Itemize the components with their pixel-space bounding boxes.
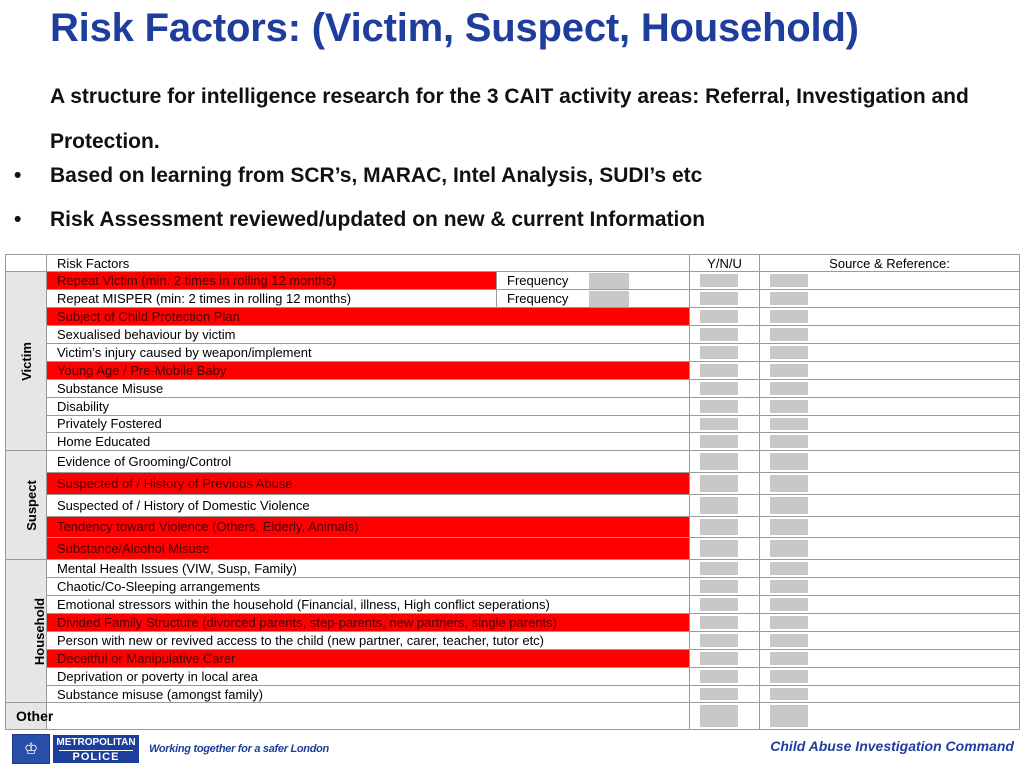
yn-input[interactable] xyxy=(700,652,738,665)
yn-input[interactable] xyxy=(700,497,738,514)
bullet-text: Based on learning from SCR’s, MARAC, Intel Analysis, SUDI’s etc xyxy=(50,164,703,187)
source-input[interactable] xyxy=(770,364,808,377)
risk-factor-text: Repeat Victim (min. 2 times in rolling 12 months) xyxy=(47,272,497,290)
yn-cell xyxy=(690,379,760,397)
yn-input[interactable] xyxy=(700,453,738,470)
bullet-icon: • xyxy=(14,208,22,231)
table-row xyxy=(6,272,1020,290)
risk-factor-text: Evidence of Grooming/Control xyxy=(47,451,690,473)
source-input[interactable] xyxy=(770,346,808,359)
section-label-text: Household xyxy=(32,597,48,665)
risk-factor-text: Repeat MISPER (min: 2 times in rolling 12 months) xyxy=(47,290,497,308)
risk-factor-text: Substance/Alcohol Misuse xyxy=(47,538,690,560)
frequency-cell xyxy=(497,272,690,290)
yn-input[interactable] xyxy=(700,705,738,727)
source-cell xyxy=(760,325,1020,343)
table-row xyxy=(6,494,1020,516)
risk-factor-text: Deceitful or Manipulative Carer xyxy=(47,649,690,667)
yn-input[interactable] xyxy=(700,634,738,647)
table-row xyxy=(6,451,1020,473)
source-input[interactable] xyxy=(770,475,808,492)
bullet-item xyxy=(14,164,702,188)
table-row xyxy=(6,415,1020,433)
logo-line-2: POLICE xyxy=(59,750,133,764)
source-cell xyxy=(760,631,1020,649)
table-row xyxy=(6,685,1020,703)
source-input[interactable] xyxy=(770,453,808,470)
section-label-victim xyxy=(6,272,47,451)
table-row xyxy=(6,361,1020,379)
frequency-cell xyxy=(497,290,690,308)
risk-factor-text: Suspected of / History of Previous Abuse xyxy=(47,473,690,495)
yn-cell xyxy=(690,649,760,667)
header-yn: Y/N/U xyxy=(690,255,760,272)
table-row-other xyxy=(6,703,1020,730)
logo-line-1: METROPOLITAN xyxy=(56,737,136,748)
yn-input[interactable] xyxy=(700,418,738,431)
risk-factor-text: Person with new or revived access to the child (new partner, carer, teacher, tutor etc) xyxy=(47,631,690,649)
table-row xyxy=(6,325,1020,343)
risk-factor-text: Mental Health Issues (VIW, Susp, Family) xyxy=(47,560,690,578)
table-row xyxy=(6,649,1020,667)
source-cell xyxy=(760,494,1020,516)
crest-icon: ♔ xyxy=(12,734,50,764)
section-label-suspect xyxy=(6,451,47,560)
yn-cell xyxy=(690,595,760,613)
bullet-icon: • xyxy=(14,164,22,187)
table-row xyxy=(6,290,1020,308)
risk-factor-text: Home Educated xyxy=(47,433,690,451)
section-label-text: Victim xyxy=(18,341,34,381)
source-cell xyxy=(760,307,1020,325)
yn-cell xyxy=(690,343,760,361)
source-input[interactable] xyxy=(770,400,808,413)
source-cell xyxy=(760,473,1020,495)
risk-factor-text: Disability xyxy=(47,397,690,415)
risk-factor-text: Privately Fostered xyxy=(47,415,690,433)
source-input[interactable] xyxy=(770,497,808,514)
risk-factor-text: Suspected of / History of Domestic Violence xyxy=(47,494,690,516)
header-risk-factors: Risk Factors xyxy=(47,255,690,272)
yn-cell xyxy=(690,397,760,415)
yn-input[interactable] xyxy=(700,580,738,593)
section-label-household xyxy=(6,560,47,703)
source-cell xyxy=(760,379,1020,397)
source-cell xyxy=(760,343,1020,361)
source-input[interactable] xyxy=(770,310,808,323)
yn-input[interactable] xyxy=(700,688,738,701)
yn-input[interactable] xyxy=(700,364,738,377)
yn-cell xyxy=(690,473,760,495)
yn-input[interactable] xyxy=(700,598,738,611)
yn-input[interactable] xyxy=(700,562,738,575)
table-row xyxy=(6,433,1020,451)
frequency-label: Frequency xyxy=(507,273,569,289)
table-header-row xyxy=(6,255,1020,272)
source-input[interactable] xyxy=(770,519,808,536)
yn-input[interactable] xyxy=(700,292,738,305)
source-input[interactable] xyxy=(770,382,808,395)
yn-input[interactable] xyxy=(700,382,738,395)
yn-input[interactable] xyxy=(700,540,738,557)
source-input[interactable] xyxy=(770,634,808,647)
risk-factor-text: Young Age / Pre-Mobile Baby xyxy=(47,361,690,379)
source-cell xyxy=(760,361,1020,379)
frequency-input[interactable] xyxy=(589,273,629,289)
yn-input[interactable] xyxy=(700,616,738,629)
frequency-label: Frequency xyxy=(507,291,569,306)
bullet-text: Risk Assessment reviewed/updated on new & current Information xyxy=(50,208,706,231)
source-cell xyxy=(760,538,1020,560)
table-row xyxy=(6,631,1020,649)
yn-cell xyxy=(690,307,760,325)
yn-cell xyxy=(690,685,760,703)
risk-factor-text: Subject of Child Protection Plan xyxy=(47,307,690,325)
table-row xyxy=(6,613,1020,631)
source-input[interactable] xyxy=(770,540,808,557)
source-cell xyxy=(760,433,1020,451)
yn-cell xyxy=(690,290,760,308)
met-police-logo xyxy=(12,734,329,764)
table-row xyxy=(6,379,1020,397)
slide-title: Risk Factors: (Victim, Suspect, Household) xyxy=(50,6,859,50)
source-cell xyxy=(760,415,1020,433)
yn-cell xyxy=(690,538,760,560)
source-input[interactable] xyxy=(770,616,808,629)
table-row xyxy=(6,307,1020,325)
source-cell xyxy=(760,595,1020,613)
yn-cell xyxy=(690,433,760,451)
yn-input[interactable] xyxy=(700,519,738,536)
yn-cell xyxy=(690,516,760,538)
source-input[interactable] xyxy=(770,705,808,727)
risk-factor-text: Sexualised behaviour by victim xyxy=(47,325,690,343)
table-row xyxy=(6,560,1020,578)
logo-text-block xyxy=(53,735,139,763)
bullet-item xyxy=(14,208,705,232)
risk-factor-text: Emotional stressors within the household (Financial, illness, High conflict seperations) xyxy=(47,595,690,613)
source-cell xyxy=(760,667,1020,685)
yn-input[interactable] xyxy=(700,328,738,341)
source-cell xyxy=(760,578,1020,596)
yn-cell xyxy=(690,703,760,730)
source-input[interactable] xyxy=(770,652,808,665)
intro-text: A structure for intelligence research for the 3 CAIT activity areas: Referral, Investigation and Protection. xyxy=(50,85,969,153)
risk-factor-text: Divided Family Structure (divorced parents, step-parents, new partners, single parents) xyxy=(47,613,690,631)
source-input[interactable] xyxy=(770,418,808,431)
yn-cell xyxy=(690,451,760,473)
yn-input[interactable] xyxy=(700,475,738,492)
yn-cell xyxy=(690,494,760,516)
source-input[interactable] xyxy=(770,435,808,448)
source-cell xyxy=(760,397,1020,415)
table-row xyxy=(6,473,1020,495)
footer-command: Child Abuse Investigation Command xyxy=(770,738,1014,754)
table-row xyxy=(6,595,1020,613)
risk-factor-text: Chaotic/Co-Sleeping arrangements xyxy=(47,578,690,596)
yn-input[interactable] xyxy=(700,400,738,413)
yn-input[interactable] xyxy=(700,274,738,287)
table-row xyxy=(6,538,1020,560)
header-source: Source & Reference: xyxy=(760,255,1020,272)
source-input[interactable] xyxy=(770,274,808,287)
table-row xyxy=(6,667,1020,685)
yn-input[interactable] xyxy=(700,310,738,323)
risk-factors-table xyxy=(5,254,1020,730)
source-cell xyxy=(760,649,1020,667)
source-input[interactable] xyxy=(770,562,808,575)
risk-factor-text: Substance Misuse xyxy=(47,379,690,397)
footer-tagline: Working together for a safer London xyxy=(149,743,329,755)
source-cell xyxy=(760,613,1020,631)
section-label-text: Suspect xyxy=(23,479,39,531)
table-row xyxy=(6,397,1020,415)
yn-cell xyxy=(690,272,760,290)
risk-factor-text: Tendency toward Violence (Others, Elderly, Animals) xyxy=(47,516,690,538)
source-cell xyxy=(760,451,1020,473)
frequency-input[interactable] xyxy=(589,291,629,307)
source-input[interactable] xyxy=(770,670,808,683)
yn-cell xyxy=(690,560,760,578)
risk-factor-text: Victim’s injury caused by weapon/implement xyxy=(47,343,690,361)
yn-cell xyxy=(690,325,760,343)
other-label: Other xyxy=(6,703,47,730)
yn-cell xyxy=(690,415,760,433)
yn-input[interactable] xyxy=(700,435,738,448)
yn-cell xyxy=(690,578,760,596)
risk-factor-text: Substance misuse (amongst family) xyxy=(47,685,690,703)
yn-cell xyxy=(690,613,760,631)
source-cell xyxy=(760,290,1020,308)
source-input[interactable] xyxy=(770,580,808,593)
yn-cell xyxy=(690,667,760,685)
source-input[interactable] xyxy=(770,598,808,611)
yn-input[interactable] xyxy=(700,670,738,683)
source-input[interactable] xyxy=(770,328,808,341)
table-row xyxy=(6,343,1020,361)
yn-cell xyxy=(690,631,760,649)
yn-cell xyxy=(690,361,760,379)
header-blank xyxy=(6,255,47,272)
other-input[interactable] xyxy=(47,703,690,730)
source-cell xyxy=(760,272,1020,290)
source-cell xyxy=(760,703,1020,730)
source-input[interactable] xyxy=(770,292,808,305)
source-input[interactable] xyxy=(770,688,808,701)
risk-factor-text: Deprivation or poverty in local area xyxy=(47,667,690,685)
source-cell xyxy=(760,516,1020,538)
table-row xyxy=(6,516,1020,538)
source-cell xyxy=(760,560,1020,578)
table-row xyxy=(6,578,1020,596)
source-cell xyxy=(760,685,1020,703)
yn-input[interactable] xyxy=(700,346,738,359)
